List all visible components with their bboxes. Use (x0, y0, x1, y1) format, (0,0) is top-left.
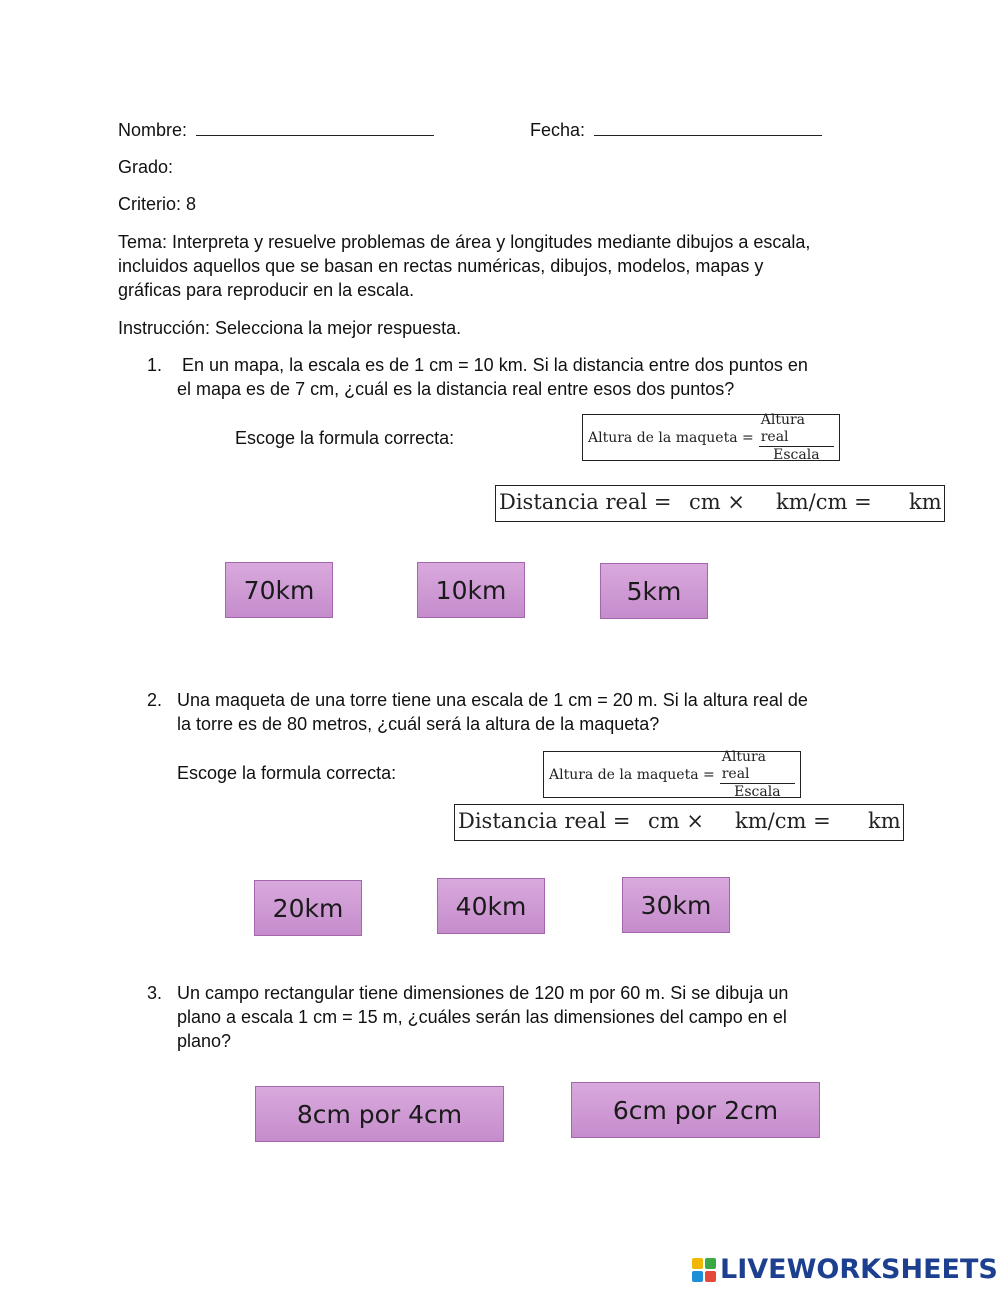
formula-distance-kmcm: km/cm = (735, 809, 831, 833)
q3-line-1: Un campo rectangular tiene dimensiones de 120 m por 60 m. Si se dibuja un (177, 983, 789, 1003)
q1-line-2: el mapa es de 7 cm, ¿cuál es la distancia real entre esos dos puntos? (177, 379, 735, 399)
liveworksheets-wordmark: LIVEWORKSHEETS (720, 1254, 998, 1285)
q1-option-3[interactable]: 5km (600, 563, 708, 619)
q2-formula-distance[interactable] (454, 804, 904, 841)
formula-height-lhs: Altura de la maqueta = (549, 766, 715, 783)
q2-option-3[interactable]: 30km (622, 877, 730, 933)
q3-line-2: plano a escala 1 cm = 15 m, ¿cuáles serán las dimensiones del campo en el (177, 1007, 787, 1027)
name-label: Nombre: (118, 120, 188, 140)
q1-option-1[interactable]: 70km (225, 562, 333, 618)
topic-line-1: Tema: Interpreta y resuelve problemas de área y longitudes mediante dibujos a escala, (118, 232, 811, 252)
liveworksheets-mark-icon (692, 1258, 716, 1282)
formula-height-fraction (759, 412, 834, 464)
grade-label: Grado: (118, 157, 174, 177)
q3-option-1[interactable]: 8cm por 4cm (255, 1086, 504, 1142)
date-field[interactable] (594, 119, 822, 136)
q1-formula-height[interactable] (582, 411, 840, 463)
name-line (118, 118, 434, 142)
formula-distance-kmcm: km/cm = (776, 490, 872, 514)
formula-distance-cm: cm × (689, 490, 745, 514)
q1-option-2[interactable]: 10km (417, 562, 525, 618)
q3-line-3: plano? (177, 1031, 232, 1051)
formula-height-lhs: Altura de la maqueta = (588, 429, 754, 446)
formula-height-fraction (720, 749, 795, 801)
q3-number: 3. (147, 983, 163, 1003)
instruction: Instrucción: Selecciona la mejor respuesta. (118, 318, 462, 338)
liveworksheets-logo[interactable] (692, 1254, 998, 1285)
topic-line-3: gráficas para reproducir en la escala. (118, 280, 415, 300)
date-label: Fecha: (530, 120, 586, 140)
fraction-denominator: Escala (773, 446, 820, 463)
q1-number: 1. (147, 355, 163, 375)
q1-line-1: En un mapa, la escala es de 1 cm = 10 km. Si la distancia entre dos puntos en (182, 355, 808, 375)
q3-option-2[interactable]: 6cm por 2cm (571, 1082, 820, 1138)
q1-formula-distance[interactable] (495, 485, 945, 522)
q2-option-1[interactable]: 20km (254, 880, 362, 936)
fraction-numerator: Altura real (759, 412, 834, 447)
q2-line-1: Una maqueta de una torre tiene una escala de 1 cm = 20 m. Si la altura real de (177, 690, 808, 710)
q1-choose-label: Escoge la formula correcta: (235, 428, 455, 448)
formula-distance-lhs: Distancia real = (458, 809, 631, 833)
q2-choose-label: Escoge la formula correcta: (177, 763, 397, 783)
formula-distance-cm: cm × (648, 809, 704, 833)
fraction-denominator: Escala (734, 783, 781, 800)
q2-formula-height[interactable] (543, 748, 801, 800)
formula-distance-km: km (909, 490, 942, 514)
q2-number: 2. (147, 690, 163, 710)
q2-option-2[interactable]: 40km (437, 878, 545, 934)
name-field[interactable] (196, 119, 434, 136)
formula-distance-km: km (868, 809, 901, 833)
q2-line-2: la torre es de 80 metros, ¿cuál será la altura de la maqueta? (177, 714, 660, 734)
fraction-numerator: Altura real (720, 749, 795, 784)
criterion-label: Criterio: 8 (118, 194, 197, 214)
formula-distance-lhs: Distancia real = (499, 490, 672, 514)
date-line (530, 118, 822, 142)
topic-line-2: incluidos aquellos que se basan en rectas numéricas, dibujos, modelos, mapas y (118, 256, 764, 276)
